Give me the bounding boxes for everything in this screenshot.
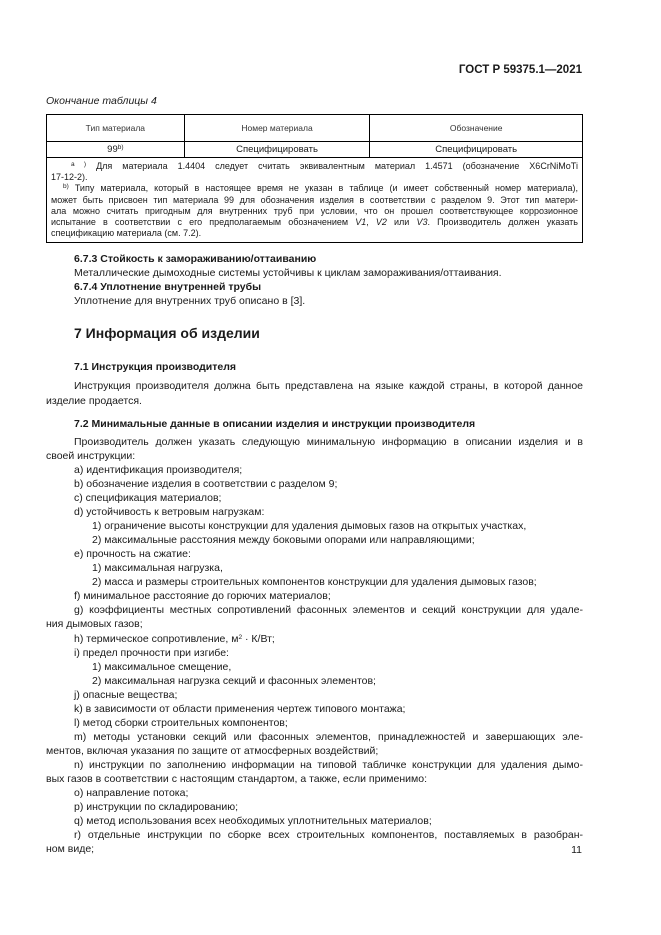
list-item: j) опасные вещества;: [74, 689, 178, 701]
document-number: ГОСТ Р 59375.1—2021: [458, 64, 582, 76]
chapter-heading: 7 Информация об изделии: [74, 325, 260, 341]
list-item-continuation: ном виде;: [46, 843, 95, 855]
list-item-continuation: ния дымовых газов;: [46, 618, 143, 630]
list-item-continuation: вых газов в соответствии с настоящим стандартом, а также, если применимо:: [46, 773, 428, 785]
column-header: Тип материала: [47, 115, 185, 142]
list-item: l) метод сборки строительных компонентов;: [74, 717, 288, 729]
list-item: k) в зависимости от области применения чертеж типового монтажа;: [74, 703, 406, 715]
list-item: p) инструкции по складированию;: [74, 801, 239, 813]
table-header-row: [47, 115, 583, 142]
page-number: 11: [571, 844, 582, 856]
list-item: g) коэффициенты местных сопротивлений фасонных элементов и секций конструкции для удале-: [74, 604, 583, 616]
list-item: m) методы установки секций или фасонных элементов, принадлежностей и завершающих эле-: [74, 731, 583, 743]
column-header: Обозначение: [370, 115, 583, 142]
paragraph: изделие продается.: [46, 395, 142, 407]
list-item: c) спецификация материалов;: [74, 492, 222, 504]
materials-table: [46, 114, 583, 243]
list-subitem: 1) ограничение высоты конструкции для удаления дымовых газов на открытых участках,: [92, 520, 527, 532]
list-item: e) прочность на сжатие:: [74, 548, 191, 560]
list-item: h) термическое сопротивление, $м^2 \cdot К/Вт$;: [74, 633, 275, 645]
section-heading: 7.1 Инструкция производителя: [74, 361, 237, 373]
paragraph: Уплотнение для внутренних труб описано в [3].: [74, 295, 306, 307]
paragraph: своей инструкции:: [46, 450, 136, 462]
list-subitem: 2) максимальная нагрузка секций и фасонных элементов;: [92, 675, 376, 687]
list-item: f) минимальное расстояние до горючих материалов;: [74, 590, 331, 602]
section-heading: 6.7.4 Уплотнение внутренней трубы: [74, 281, 262, 293]
table-continuation-caption: Окончание таблицы 4: [46, 95, 157, 107]
table-cell: 99$^{b)}$: [47, 142, 185, 158]
list-item: a) идентификация производителя;: [74, 464, 243, 476]
list-subitem: 1) максимальная нагрузка,: [92, 562, 223, 574]
table-notes: $^{a )}$ Для материала 1.4404 следует считать эквивалентным материал 1.4571 (обозначение X6CrNiMoTi 17-12-2). $^{b)}$ Типу материала, который в настоящее время не указан в таблице (и имеет собственный номер материала), может быть присвоен тип материала 99 для обозначения изделия в соответствии с разделом 9. Этот тип матери- ала можно считать пригодным для внутренних труб при условии, что он прошел соответствующее коррозионное испытание в соответствии с его предполагаемым обозначением V1, V2 или V3. Производитель должен указать спецификацию материала (см. 7.2).: [47, 158, 583, 243]
list-subitem: 1) максимальное смещение,: [92, 661, 232, 673]
list-item: r) отдельные инструкции по сборке всех строительных компонентов, поставляемых в разобран-: [74, 829, 583, 841]
list-item: b) обозначение изделия в соответствии с разделом 9;: [74, 478, 338, 490]
list-item: d) устойчивость к ветровым нагрузкам:: [74, 506, 265, 518]
section-heading: 7.2 Минимальные данные в описании изделия и инструкции производителя: [74, 418, 476, 430]
table-cell: Специфицировать: [184, 142, 370, 158]
list-item: i) предел прочности при изгибе:: [74, 647, 229, 659]
paragraph: Инструкция производителя должна быть представлена на языке каждой страны, в которой данное: [74, 380, 583, 392]
table-notes-row: [47, 158, 583, 243]
paragraph: Производитель должен указать следующую минимальную информацию в описании изделия и в: [74, 436, 583, 448]
column-header: Номер материала: [184, 115, 370, 142]
list-subitem: 2) максимальные расстояния между боковыми опорами или направляющими;: [92, 534, 475, 546]
list-item: q) метод использования всех необходимых уплотнительных материалов;: [74, 815, 432, 827]
list-item: o) направление потока;: [74, 787, 189, 799]
paragraph: Металлические дымоходные системы устойчивы к циклам замораживания/оттаивания.: [74, 267, 502, 279]
table-row: [47, 142, 583, 158]
table-cell: Специфицировать: [370, 142, 583, 158]
section-heading: 6.7.3 Стойкость к замораживанию/оттаиванию: [74, 253, 317, 265]
list-subitem: 2) масса и размеры строительных компонентов конструкции для удаления дымовых газов;: [92, 576, 537, 588]
list-item: n) инструкции по заполнению информации на типовой табличке конструкции для удаления дымо-: [74, 759, 583, 771]
list-item-continuation: ментов, включая указания по защите от атмосферных воздействий;: [46, 745, 379, 757]
